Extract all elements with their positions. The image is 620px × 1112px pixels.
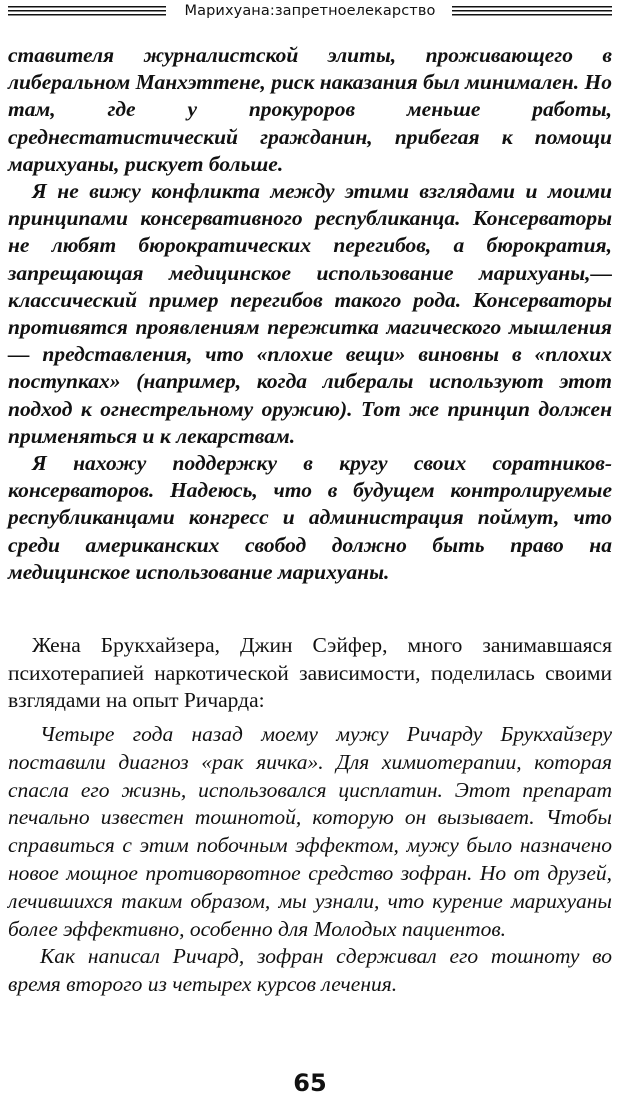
page-number: 65	[293, 1069, 327, 1097]
letter-continuation	[8, 42, 612, 586]
quote-paragraph-1: Четыре года назад моему мужу Ричарду Брукхайзеру поставили диагноз «рак яичка». Для химиотерапии, которая спасла его жизнь, использовался цисплатин. Этот препарат печально известен тошнотой, которую он вызывает. Чтобы справиться с этим побочным эффектом, мужу было назначено новое мощное противорвотное средство зофран. Но от друзей, лечившихся таким образом, мы узнали, что курение марихуаны более эффективно, особенно для Молодых пациентов.	[8, 722, 612, 941]
quote-block	[8, 721, 612, 999]
letter-paragraph-2: Я не вижу конфликта между этими взглядами и моими принципами консервативного республиканца. Консерваторы не любят бюрократических перегибов, а бюрократия, запрещающая медицинское использование марихуаны,— классический пример перегибов такого рода. Консерваторы противятся проявлениям пережитка магического мышления — представления, что «плохие вещи» виновны в «плохих поступках» (например, когда либералы используют этот подход к огнестрельному оружию). Тот же принцип должен применяться и к лекарствам.	[8, 179, 612, 448]
running-head	[0, 0, 620, 28]
letter-paragraph-3: Я нахожу поддержку в кругу своих соратников-консерваторов. Надеюсь, что в будущем контролируемые республиканцами конгресс и администрация поймут, что среди американских свобод должно быть право на медицинское использование марихуаны.	[8, 451, 612, 584]
header-rule-right	[452, 6, 612, 18]
narrative-paragraph: Жена Брукхайзера, Джин Сэйфер, много занимавшаяся психотерапией наркотической зависимости, поделилась своими взглядами на опыт Ричарда:	[8, 633, 612, 712]
running-title: Марихуана:запретноелекарство	[184, 3, 436, 19]
header-rule-left	[8, 6, 166, 18]
letter-paragraph-1: ставителя журналистской элиты, проживающего в либеральном Манхэттене, риск наказания был минимален. Но там, где у прокуроров меньше работы, среднестатистический гражданин, прибегая к помощи марихуаны, рискует больше.	[8, 43, 612, 176]
narrative-block	[8, 632, 612, 715]
quote-paragraph-2: Как написал Ричард, зофран сдерживал его тошноту во время второго из четырех курсов лечения.	[8, 944, 612, 997]
